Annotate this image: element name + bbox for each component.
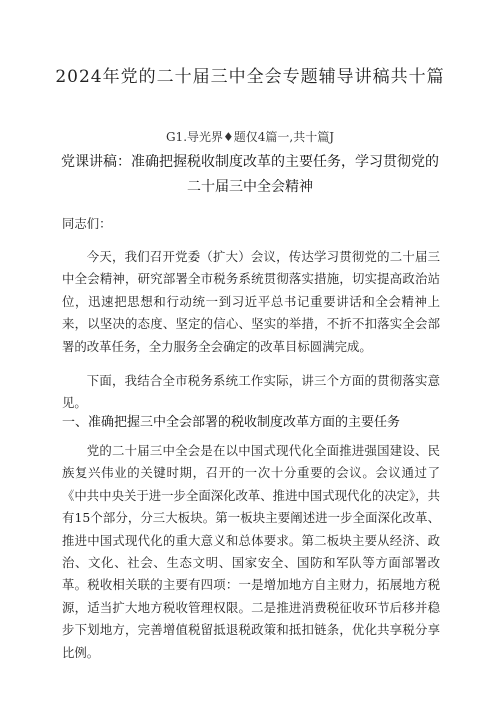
- body-paragraph: 下面，我结合全市税务系统工作实际，讲三个方面的贯彻落实意见。: [62, 373, 440, 411]
- document-title: 2024年党的二十届三中全会专题辅导讲稿共十篇: [55, 67, 445, 87]
- lecture-title: 党课讲稿：准确把握税收制度改革的主要任务，学习贯彻党的二十届三中全会精神: [61, 154, 439, 195]
- section-heading: 一、准确把握三中全会部署的税收制度改革方面的主要任务: [62, 415, 401, 430]
- salutation: 同志们：: [62, 216, 112, 231]
- body-paragraph: 今天，我们召开党委（扩大）会议，传达学习贯彻党的二十届三中全会精神，研究部署全市税务系统贯彻落实措施，切实提高政治站位，迅速把思想和行动统一到习近平总书记重要讲话和全会精神上来，以坚决的态度、坚定的信心、坚实的举措，不折不扣落实全会部署的改革任务，全力服务全会确定的改革目标圆满完成。: [62, 249, 440, 354]
- document-subtitle: G1.导光界♦题仅4篇一,共十篇J: [165, 130, 335, 144]
- section-paragraph: 党的二十届三中全会是在以中国式现代化全面推进强国建设、民族复兴伟业的关键时期，召开的一次十分重要的会议。会议通过了《中共中央关于进一步全面深化改革、推进中国式现代化的决定》，共有15个部分，分三大板块。第一板块主要阐述进一步全面深化改革、推进中国式现代化的重大意义和总体要求。第二板块主要从经济、政治、文化、社会、生态文明、国家安全、国防和军队等方面部署改革。税收相关联的主要有四项：一是增加地方自主财力，拓展地方税源，适当扩大地方税收管理权限。二是推进消费税征收环节后移并稳步下划地方，完善增值税留抵退税政策和抵扣链条，优化共享税分享比例。: [62, 443, 440, 660]
